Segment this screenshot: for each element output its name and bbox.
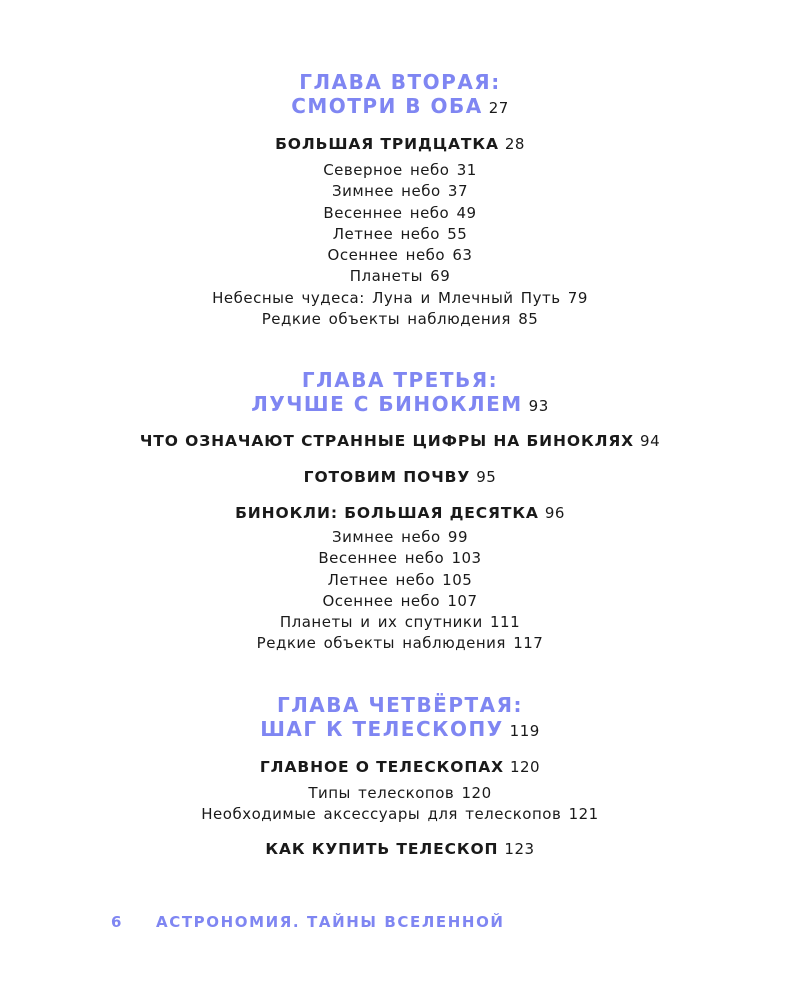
chapter-title-line xyxy=(0,94,800,120)
section-title: КАК КУПИТЬ ТЕЛЕСКОП xyxy=(265,840,499,858)
chapter-2-heading xyxy=(0,70,800,120)
toc-entry: Северное небо 31 xyxy=(323,161,477,179)
chapter-title-line xyxy=(0,392,800,418)
chapter-title: ЛУЧШЕ С БИНОКЛЕМ xyxy=(251,392,523,416)
chapter-title-line xyxy=(0,717,800,743)
toc-entry: Планеты и их спутники 111 xyxy=(279,613,521,632)
section-page-number: 95 xyxy=(476,468,497,486)
toc-entry: Весеннее небо 49 xyxy=(323,203,477,222)
toc-entry: Зимнее небо 37 xyxy=(331,182,469,201)
chapter-4-heading xyxy=(0,693,800,743)
toc-entry: Редкие объекты наблюдения 117 xyxy=(256,634,544,653)
section-title: ГЛАВНОЕ О ТЕЛЕСКОПАХ xyxy=(259,758,504,776)
section-title: ГОТОВИМ ПОЧВУ xyxy=(303,468,471,486)
chapter-page-number: 27 xyxy=(488,99,509,117)
section-bolshaya-tridtsatka xyxy=(0,134,800,330)
section-page-number: 120 xyxy=(509,758,541,776)
page-footer xyxy=(111,912,505,932)
toc-entry: Осеннее небо 107 xyxy=(322,591,478,610)
section-heading xyxy=(0,503,800,523)
section-heading xyxy=(0,134,800,154)
section-binoculars-top-ten xyxy=(0,503,800,655)
footer-book-title: АСТРОНОМИЯ. ТАЙНЫ ВСЕЛЕННОЙ xyxy=(156,913,505,931)
footer-page-number: 6 xyxy=(111,913,124,931)
toc-entry: Небесные чудеса: Луна и Млечный Путь 79 xyxy=(212,288,588,307)
section-title: БИНОКЛИ: БОЛЬШАЯ ДЕСЯТКА xyxy=(235,504,539,522)
section-title: БОЛЬШАЯ ТРИДЦАТКА xyxy=(275,135,499,153)
toc-entry: Весеннее небо 103 xyxy=(318,549,482,568)
section-page-number: 96 xyxy=(544,504,565,522)
section-glavnoe-o-teleskopakh xyxy=(0,757,800,826)
section-gotovim-pochvu xyxy=(0,467,800,487)
toc-entry: Осеннее небо 63 xyxy=(327,246,473,265)
chapter-label: ГЛАВА ВТОРАЯ: xyxy=(299,70,501,94)
toc-entry: Зимнее небо 99 xyxy=(331,528,469,546)
toc-entry: Летнее небо 55 xyxy=(332,224,468,243)
section-heading xyxy=(0,757,800,777)
chapter-label: ГЛАВА ТРЕТЬЯ: xyxy=(301,368,499,392)
section-binocular-numbers xyxy=(0,431,800,451)
toc-entry: Редкие объекты наблюдения 85 xyxy=(261,310,539,329)
chapter-3-heading xyxy=(0,368,800,418)
chapter-title: ШАГ К ТЕЛЕСКОПУ xyxy=(260,717,504,741)
section-page-number: 123 xyxy=(504,840,535,858)
chapter-page-number: 119 xyxy=(509,722,540,740)
toc-entry: Типы телескопов 120 xyxy=(308,784,492,802)
section-kak-kupit-teleskop xyxy=(0,839,800,859)
section-title: ЧТО ОЗНАЧАЮТ СТРАННЫЕ ЦИФРЫ НА БИНОКЛЯХ xyxy=(139,432,635,450)
chapter-page-number: 93 xyxy=(528,397,549,415)
toc-entry: Летнее небо 105 xyxy=(327,570,473,589)
chapter-title: СМОТРИ В ОБА xyxy=(291,94,483,118)
toc-entry: Необходимые аксессуары для телескопов 121 xyxy=(201,805,599,824)
section-page-number: 28 xyxy=(504,135,525,153)
chapter-label: ГЛАВА ЧЕТВЁРТАЯ: xyxy=(276,693,524,717)
section-page-number: 94 xyxy=(640,432,661,450)
toc-entry: Планеты 69 xyxy=(349,267,451,286)
